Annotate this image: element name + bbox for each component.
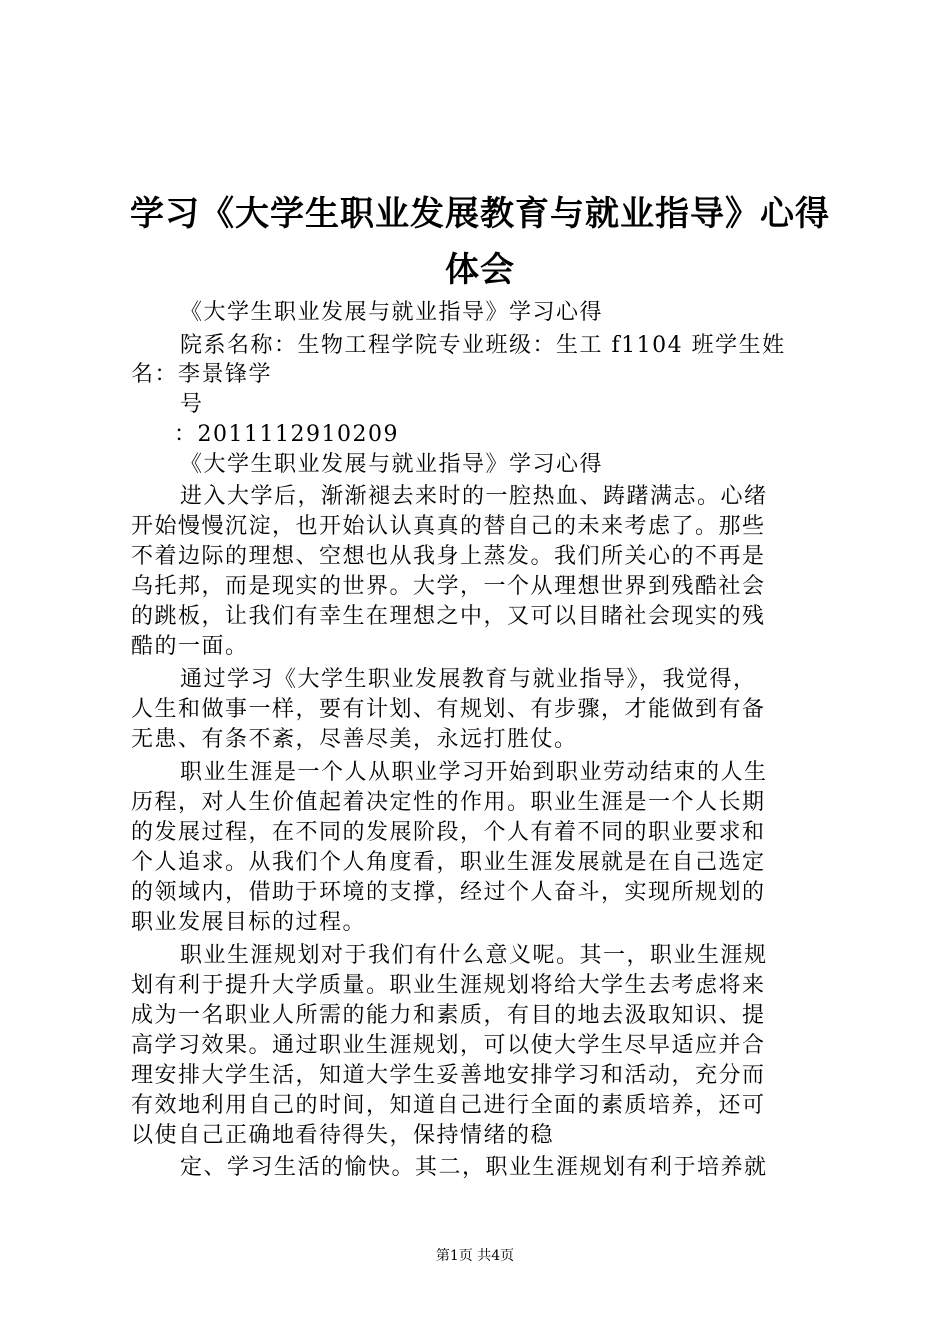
paragraph-line: 历程，对人生价值起着决定性的作用。职业生涯是一个人长期	[131, 790, 766, 815]
info-line: 院系名称：生物工程学院专业班级：生工 f1104 班学生姓	[180, 333, 786, 358]
subtitle-line: 《大学生职业发展与就业指导》学习心得	[180, 300, 604, 325]
paragraph-line: 理安排大学生活，知道大学生妥善地安排学习和活动，充分而	[131, 1063, 766, 1088]
paragraph-line: 通过学习《大学生职业发展教育与就业指导》，我觉得，	[180, 667, 757, 692]
paragraph-line: 职业生涯规划对于我们有什么意义呢。其一，职业生涯规	[180, 943, 768, 968]
paragraph-line: 以使自己正确地看待得失，保持情绪的稳	[131, 1123, 555, 1148]
paragraph-line: 的发展过程，在不同的发展阶段，个人有着不同的职业要求和	[131, 820, 766, 845]
paragraph-line: 职业生涯是一个人从职业学习开始到职业劳动结束的人生	[180, 760, 768, 785]
paragraph-line: 划有利于提升大学质量。职业生涯规划将给大学生去考虑将来	[131, 973, 766, 998]
paragraph-line: 乌托邦，而是现实的世界。大学，一个从理想世界到残酷社会	[131, 574, 766, 599]
subtitle-line: 《大学生职业发展与就业指导》学习心得	[180, 452, 604, 477]
paragraph-line: 个人追求。从我们个人角度看，职业生涯发展就是在自己选定	[131, 850, 766, 875]
paragraph-line: 成为一名职业人所需的能力和素质，有目的地去汲取知识、提	[131, 1003, 766, 1028]
title-line: 学习《大学生职业发展教育与就业指导》心得	[130, 194, 830, 234]
paragraph-line: 有效地利用自己的时间，知道自己进行全面的素质培养，还可	[131, 1093, 766, 1118]
paragraph-line: 酷的一面。	[131, 634, 249, 659]
info-line: 名：李景锋学	[131, 362, 273, 387]
paragraph-line: 的跳板，让我们有幸生在理想之中，又可以目睹社会现实的残	[131, 604, 766, 629]
paragraph-line: 的领域内，借助于环境的支撑，经过个人奋斗，实现所规划的	[131, 880, 766, 905]
info-line: ：2011112910209	[174, 422, 399, 447]
info-line: 号	[180, 392, 204, 417]
paragraph-line: 人生和做事一样，要有计划、有规划、有步骤，才能做到有备	[131, 697, 766, 722]
title-line: 体会	[445, 250, 515, 290]
paragraph-line: 进入大学后，渐渐褪去来时的一腔热血、踌躇满志。心绪	[180, 484, 768, 509]
page-number-footer: 第1页 共4页	[435, 1248, 515, 1264]
paragraph-line: 无患、有条不紊，尽善尽美，永远打胜仗。	[131, 727, 578, 752]
paragraph-line: 高学习效果。通过职业生涯规划，可以使大学生尽早适应并合	[131, 1033, 766, 1058]
paragraph-line: 定、学习生活的愉快。其二，职业生涯规划有利于培养就	[180, 1155, 768, 1180]
paragraph-line: 职业发展目标的过程。	[131, 910, 367, 935]
paragraph-line: 开始慢慢沉淀，也开始认认真真的替自己的未来考虑了。那些	[131, 514, 766, 539]
paragraph-line: 不着边际的理想、空想也从我身上蒸发。我们所关心的不再是	[131, 544, 766, 569]
